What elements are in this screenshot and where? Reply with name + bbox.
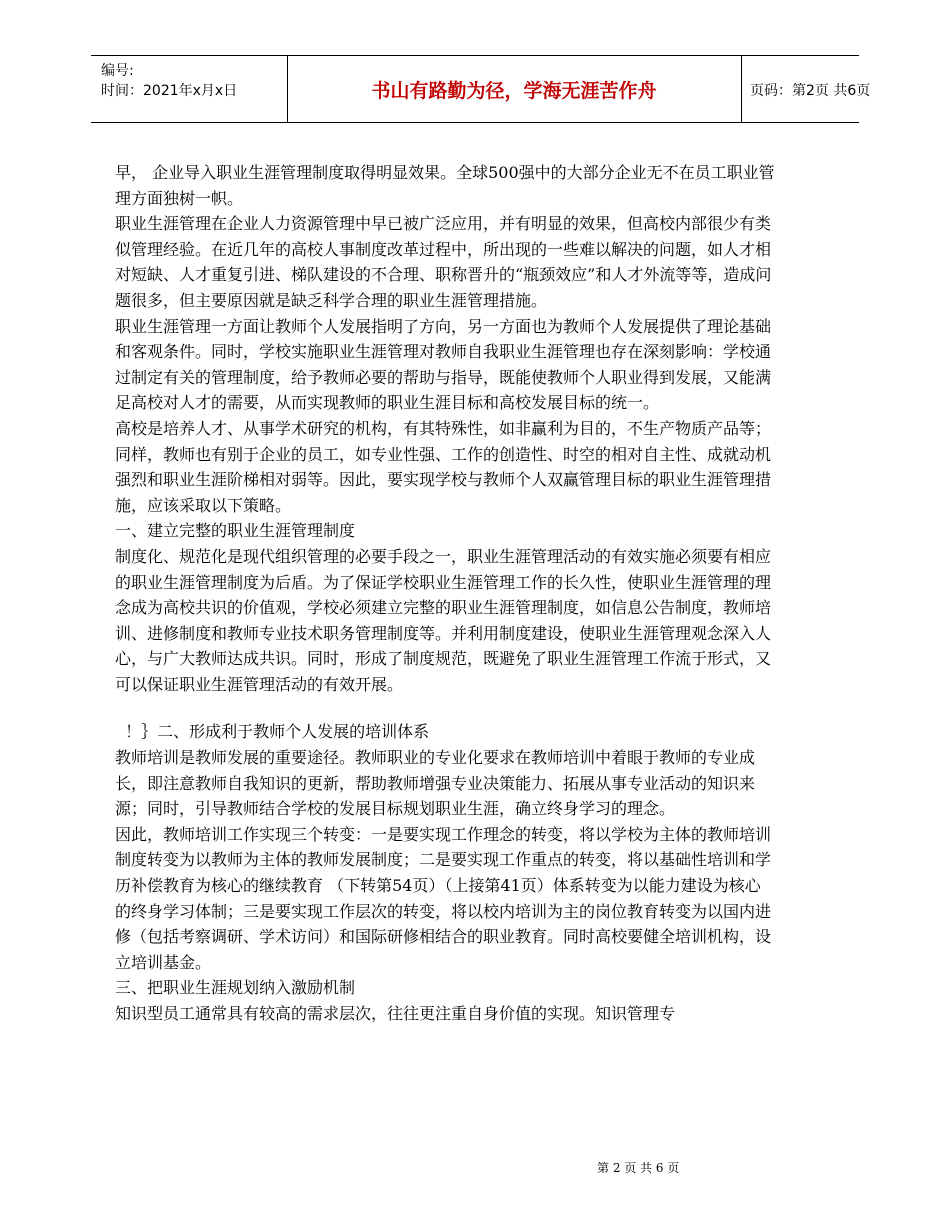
header-page-cell	[741, 56, 871, 122]
header-page-number: 页码：第2页 共6页	[750, 83, 871, 99]
document-time-label: 时间：2021年x月x日	[101, 83, 238, 99]
page-header	[91, 55, 871, 123]
header-motto-cell	[287, 56, 742, 122]
header-meta-cell	[91, 56, 288, 122]
section-heading: 一、建立完整的职业生涯管理制度	[115, 521, 356, 541]
paragraph: 早， 企业导入职业生涯管理制度取得明显效果。全球500强中的大部分企业无不在员工职业管理方面独树一帜。	[115, 163, 775, 208]
paragraph: 职业生涯管理一方面让教师个人发展指明了方向，另一方面也为教师个人发展提供了理论基础和客观条件。同时，学校实施职业生涯管理对教师自我职业生涯管理也存在深刻影响：学校通过制定有关的管理制度，给予教师必要的帮助与指导，既能使教师个人职业得到发展，又能满足高校对人才的需要，从而实现教师的职业生涯目标和高校发展目标的统一。	[115, 316, 772, 413]
page-footer: 第 2 页 共 6 页	[597, 1161, 680, 1175]
section-heading: 三、把职业生涯规划纳入激励机制	[115, 978, 356, 998]
paragraph-gap	[115, 697, 775, 719]
paragraph: 职业生涯管理在企业人力资源管理中早已被广泛应用，并有明显的效果，但高校内部很少有类似管理经验。在近几年的高校人事制度改革过程中，所出现的一些难以解决的问题，如人才相对短缺、人才重复引进、梯队建设的不合理、职称晋升的“瓶颈效应”和人才外流等等，造成问题很多，但主要原因就是缺乏科学合理的职业生涯管理措施。	[115, 214, 772, 310]
header-motto: 书山有路勤为径，学海无涯苦作舟	[371, 80, 657, 102]
document-number-label: 编号:	[101, 63, 134, 79]
paragraph: 制度化、规范化是现代组织管理的必要手段之一，职业生涯管理活动的有效实施必须要有相应的职业生涯管理制度为后盾。为了保证学校职业生涯管理工作的长久性，使职业生涯管理的理念成为高校共识的价值观，学校必须建立完整的职业生涯管理制度，如信息公告制度，教师培训、进修制度和教师专业技术职务管理制度等。并利用制度建设，使职业生涯管理观念深入人心，与广大教师达成共识。同时，形成了制度规范，既避免了职业生涯管理工作流于形式，又可以保证职业生涯管理活动的有效开展。	[115, 546, 772, 694]
paragraph: 因此，教师培训工作实现三个转变：一是要实现工作理念的转变，将以学校为主体的教师培训制度转变为以教师为主体的教师发展制度；二是要实现工作重点的转变，将以基础性培训和学历补偿教育为核心的继续教育 （下转第54页）（上接第41页）体系转变为以能力建设为核心的终身学习体制；三是要实现工作层次的转变，将以校内培训为主的岗位教育转变为以国内进修（包括考察调研、学术访问）和国际研修相结合的职业教育。同时高校要健全培训机构，设立培训基金。	[115, 824, 772, 972]
paragraph: 教师培训是教师发展的重要途径。教师职业的专业化要求在教师培训中着眼于教师的专业成长，即注意教师自我知识的更新，帮助教师增强专业决策能力、拓展从事专业活动的知识来源；同时，引导教师结合学校的发展目标规划职业生涯，确立终身学习的理念。	[115, 748, 756, 819]
paragraph: 知识型员工通常具有较高的需求层次，往往更注重自身价值的实现。知识管理专	[115, 1004, 676, 1023]
section-heading: ！｝二、形成利于教师个人发展的培训体系	[115, 722, 430, 742]
paragraph: 高校是培养人才、从事学术研究的机构，有其特殊性，如非赢利为目的，不生产物质产品等；同样，教师也有别于企业的员工，如专业性强、工作的创造性、时空的相对自主性、成就动机强烈和职业生涯阶梯相对弱等。因此，要实现学校与教师个人双赢管理目标的职业生涯管理措施，应该采取以下策略。	[115, 418, 772, 515]
document-body	[115, 160, 775, 1027]
